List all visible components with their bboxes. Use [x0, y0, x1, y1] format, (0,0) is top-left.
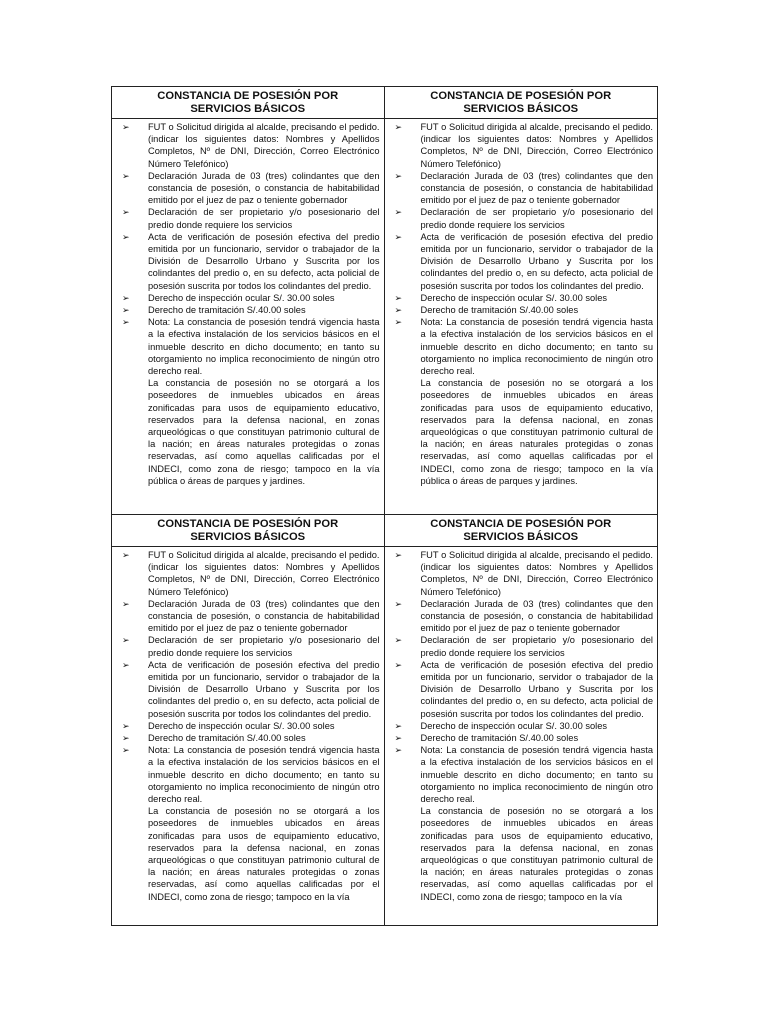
list-item	[116, 598, 380, 635]
item-text: Declaración de ser propietario y/o posesionario del predio donde requiere los servicios	[420, 635, 653, 658]
note-text: Nota: La constancia de posesión tendrá vigencia hasta a la efectiva instalación de los servicios básicos en el inmueble descrito en dicho documento; en tanto su otorgamiento no implica reconocimiento de ningún otro derecho real.	[148, 745, 380, 805]
table-grid	[112, 87, 657, 925]
item-text: Acta de verificación de posesión efectiva del predio emitida por un funcionario, servidor o trabajador de la División de Desarrollo Urbano y Suscrita por los colindantes del predio o, en su defecto, acta policial de posesión suscrita por todos los colindantes del predio.	[148, 231, 380, 291]
table-cell-bottom-right	[385, 515, 658, 926]
item-text: Acta de verificación de posesión efectiva del predio emitida por un funcionario, servidor o trabajador de la División de Desarrollo Urbano y Suscrita por los colindantes del predio o, en su defecto, acta policial de posesión suscrita por todos los colindantes del predio.	[420, 231, 653, 291]
arrow-bullet-icon: ➢	[394, 207, 403, 218]
arrow-bullet-icon: ➢	[394, 720, 403, 731]
note-text: Nota: La constancia de posesión tendrá vigencia hasta a la efectiva instalación de los servicios básicos en el inmueble descrito en dicho documento; en tanto su otorgamiento no implica reconocimiento de ningún otro derecho real.	[148, 317, 380, 377]
requirements-list	[116, 549, 380, 903]
cell-body	[385, 119, 658, 514]
requirements-table	[111, 86, 658, 926]
item-text: Derecho de inspección ocular S/. 30.00 soles	[148, 292, 335, 303]
list-item-note	[389, 744, 654, 903]
arrow-bullet-icon: ➢	[394, 550, 403, 560]
note-continued-text: La constancia de posesión no se otorgará a los poseedores de inmuebles ubicados en áreas zonificadas para usos de equipamiento educativo, reservados para la defensa nacional, en zonas arqueológicas o que constituyan patrimonio cultural de la nación; en áreas naturales protegidas o zonas reservadas, así como aquellas calificadas por el INDECI, como zona de riesgo; tampoco en la vía pública o áreas de parques y jardines.	[148, 378, 380, 486]
arrow-bullet-icon: ➢	[122, 317, 130, 328]
list-item	[116, 292, 380, 304]
item-text: Declaración Jurada de 03 (tres) colindantes que den constancia de posesión, o constancia de habitabilidad emitido por el juez de paz o teniente gobernador	[420, 170, 653, 206]
note-text: Nota: La constancia de posesión tendrá vigencia hasta a la efectiva instalación de los servicios básicos en el inmueble descrito en dicho documento; en tanto su otorgamiento no implica reconocimiento de ningún otro derecho real.	[420, 317, 653, 377]
list-item	[389, 598, 654, 635]
list-item-note	[116, 744, 380, 903]
item-text: FUT o Solicitud dirigida al alcalde, precisando el pedido. (indicar los siguientes datos: Nombres y Apellidos Completos, Nº de DNI, Dirección, Correo Electrónico Número Telefónico)	[420, 122, 653, 169]
arrow-bullet-icon: ➢	[122, 635, 130, 646]
arrow-bullet-icon: ➢	[122, 305, 130, 316]
arrow-bullet-icon: ➢	[394, 305, 403, 316]
note-text: Nota: La constancia de posesión tendrá vigencia hasta a la efectiva instalación de los servicios básicos en el inmueble descrito en dicho documento; en tanto su otorgamiento no implica reconocimiento de ningún otro derecho real.	[420, 745, 653, 805]
requirements-list	[389, 121, 654, 487]
note-continued-text: La constancia de posesión no se otorgará a los poseedores de inmuebles ubicados en áreas zonificadas para usos de equipamiento educativo, reservados para la defensa nacional, en zonas arqueológicas o que constituyan patrimonio cultural de la nación; en áreas naturales protegidas o zonas reservadas, así como aquellas calificadas por el INDECI, como zona de riesgo; tampoco en la vía	[420, 806, 653, 902]
item-text: Declaración de ser propietario y/o posesionario del predio donde requiere los servicios	[148, 635, 380, 658]
arrow-bullet-icon: ➢	[122, 745, 130, 756]
cell-title: CONSTANCIA DE POSESIÓN POR SERVICIOS BÁSICOS	[385, 87, 658, 119]
list-item	[389, 634, 654, 658]
item-text: Derecho de inspección ocular S/. 30.00 soles	[420, 292, 608, 303]
list-item	[116, 304, 380, 316]
list-item	[116, 231, 380, 292]
table-cell-bottom-left	[112, 515, 385, 926]
arrow-bullet-icon: ➢	[394, 122, 403, 132]
arrow-bullet-icon: ➢	[122, 231, 130, 242]
item-text: Derecho de tramitación S/.40.00 soles	[420, 733, 579, 744]
cell-title: CONSTANCIA DE POSESIÓN POR SERVICIOS BÁSICOS	[112, 87, 384, 119]
list-item-note	[389, 316, 654, 487]
list-item	[389, 206, 654, 230]
arrow-bullet-icon: ➢	[394, 598, 403, 609]
item-text: Derecho de tramitación S/.40.00 soles	[420, 305, 579, 316]
item-text: Declaración de ser propietario y/o posesionario del predio donde requiere los servicios	[420, 207, 653, 230]
item-text: Derecho de inspección ocular S/. 30.00 soles	[420, 720, 608, 731]
item-text: Declaración Jurada de 03 (tres) colindantes que den constancia de posesión, o constancia de habitabilidad emitido por el juez de paz o teniente gobernador	[148, 598, 380, 634]
item-text: Acta de verificación de posesión efectiva del predio emitida por un funcionario, servidor o trabajador de la División de Desarrollo Urbano y Suscrita por los colindantes del predio o, en su defecto, acta policial de posesión suscrita por todos los colindantes del predio.	[148, 659, 380, 719]
list-item	[389, 720, 654, 732]
arrow-bullet-icon: ➢	[394, 292, 403, 303]
item-text: Derecho de inspección ocular S/. 30.00 soles	[148, 720, 335, 731]
item-text: FUT o Solicitud dirigida al alcalde, precisando el pedido. (indicar los siguientes datos: Nombres y Apellidos Completos, Nº de DNI, Dirección, Correo Electrónico Número Telefónico)	[148, 550, 380, 597]
list-item	[389, 659, 654, 720]
list-item	[116, 206, 380, 230]
arrow-bullet-icon: ➢	[394, 231, 403, 242]
item-text: Derecho de tramitación S/.40.00 soles	[148, 305, 306, 316]
note-continued-text: La constancia de posesión no se otorgará a los poseedores de inmuebles ubicados en áreas zonificadas para usos de equipamiento educativo, reservados para la defensa nacional, en zonas arqueológicas o que constituyan patrimonio cultural de la nación; en áreas naturales protegidas o zonas reservadas, así como aquellas calificadas por el INDECI, como zona de riesgo; tampoco en la vía	[148, 806, 380, 902]
list-item	[389, 170, 654, 207]
arrow-bullet-icon: ➢	[122, 292, 130, 303]
arrow-bullet-icon: ➢	[122, 122, 130, 132]
list-item	[116, 659, 380, 720]
item-text: FUT o Solicitud dirigida al alcalde, precisando el pedido. (indicar los siguientes datos: Nombres y Apellidos Completos, Nº de DNI, Dirección, Correo Electrónico Número Telefónico)	[148, 122, 380, 169]
cell-title: CONSTANCIA DE POSESIÓN POR SERVICIOS BÁSICOS	[385, 515, 658, 547]
list-item	[389, 121, 654, 170]
item-text: Declaración de ser propietario y/o posesionario del predio donde requiere los servicios	[148, 207, 380, 230]
table-cell-top-left	[112, 87, 385, 515]
arrow-bullet-icon: ➢	[394, 170, 403, 181]
table-cell-top-right	[385, 87, 658, 515]
list-item	[116, 121, 380, 170]
arrow-bullet-icon: ➢	[394, 733, 403, 744]
list-item	[116, 170, 380, 207]
list-item-note	[116, 316, 380, 487]
list-item	[389, 231, 654, 292]
list-item	[389, 292, 654, 304]
cell-body	[112, 547, 384, 926]
requirements-list	[389, 549, 654, 903]
note-continued-text: La constancia de posesión no se otorgará a los poseedores de inmuebles ubicados en áreas zonificadas para usos de equipamiento educativo, reservados para la defensa nacional, en zonas arqueológicas o que constituyan patrimonio cultural de la nación; en áreas naturales protegidas o zonas reservadas, así como aquellas calificadas por el INDECI, como zona de riesgo; tampoco en la vía pública o áreas de parques y jardines.	[420, 378, 653, 486]
item-text: Acta de verificación de posesión efectiva del predio emitida por un funcionario, servidor o trabajador de la División de Desarrollo Urbano y Suscrita por los colindantes del predio o, en su defecto, acta policial de posesión suscrita por todos los colindantes del predio.	[420, 659, 653, 719]
cell-body	[385, 547, 658, 926]
item-text: Declaración Jurada de 03 (tres) colindantes que den constancia de posesión, o constancia de habitabilidad emitido por el juez de paz o teniente gobernador	[148, 170, 380, 206]
arrow-bullet-icon: ➢	[122, 170, 130, 181]
requirements-list	[116, 121, 380, 487]
list-item	[116, 634, 380, 658]
cell-title: CONSTANCIA DE POSESIÓN POR SERVICIOS BÁSICOS	[112, 515, 384, 547]
arrow-bullet-icon: ➢	[122, 207, 130, 218]
arrow-bullet-icon: ➢	[122, 720, 130, 731]
arrow-bullet-icon: ➢	[122, 598, 130, 609]
arrow-bullet-icon: ➢	[394, 659, 403, 670]
arrow-bullet-icon: ➢	[394, 635, 403, 646]
cell-body	[112, 119, 384, 514]
arrow-bullet-icon: ➢	[122, 659, 130, 670]
list-item	[389, 549, 654, 598]
list-item	[116, 720, 380, 732]
arrow-bullet-icon: ➢	[394, 745, 403, 756]
arrow-bullet-icon: ➢	[122, 733, 130, 744]
list-item	[116, 732, 380, 744]
arrow-bullet-icon: ➢	[394, 317, 403, 328]
list-item	[389, 304, 654, 316]
item-text: Derecho de tramitación S/.40.00 soles	[148, 733, 306, 744]
item-text: Declaración Jurada de 03 (tres) colindantes que den constancia de posesión, o constancia de habitabilidad emitido por el juez de paz o teniente gobernador	[420, 598, 653, 634]
list-item	[389, 732, 654, 744]
item-text: FUT o Solicitud dirigida al alcalde, precisando el pedido. (indicar los siguientes datos: Nombres y Apellidos Completos, Nº de DNI, Dirección, Correo Electrónico Número Telefónico)	[420, 550, 653, 597]
arrow-bullet-icon: ➢	[122, 550, 130, 560]
list-item	[116, 549, 380, 598]
